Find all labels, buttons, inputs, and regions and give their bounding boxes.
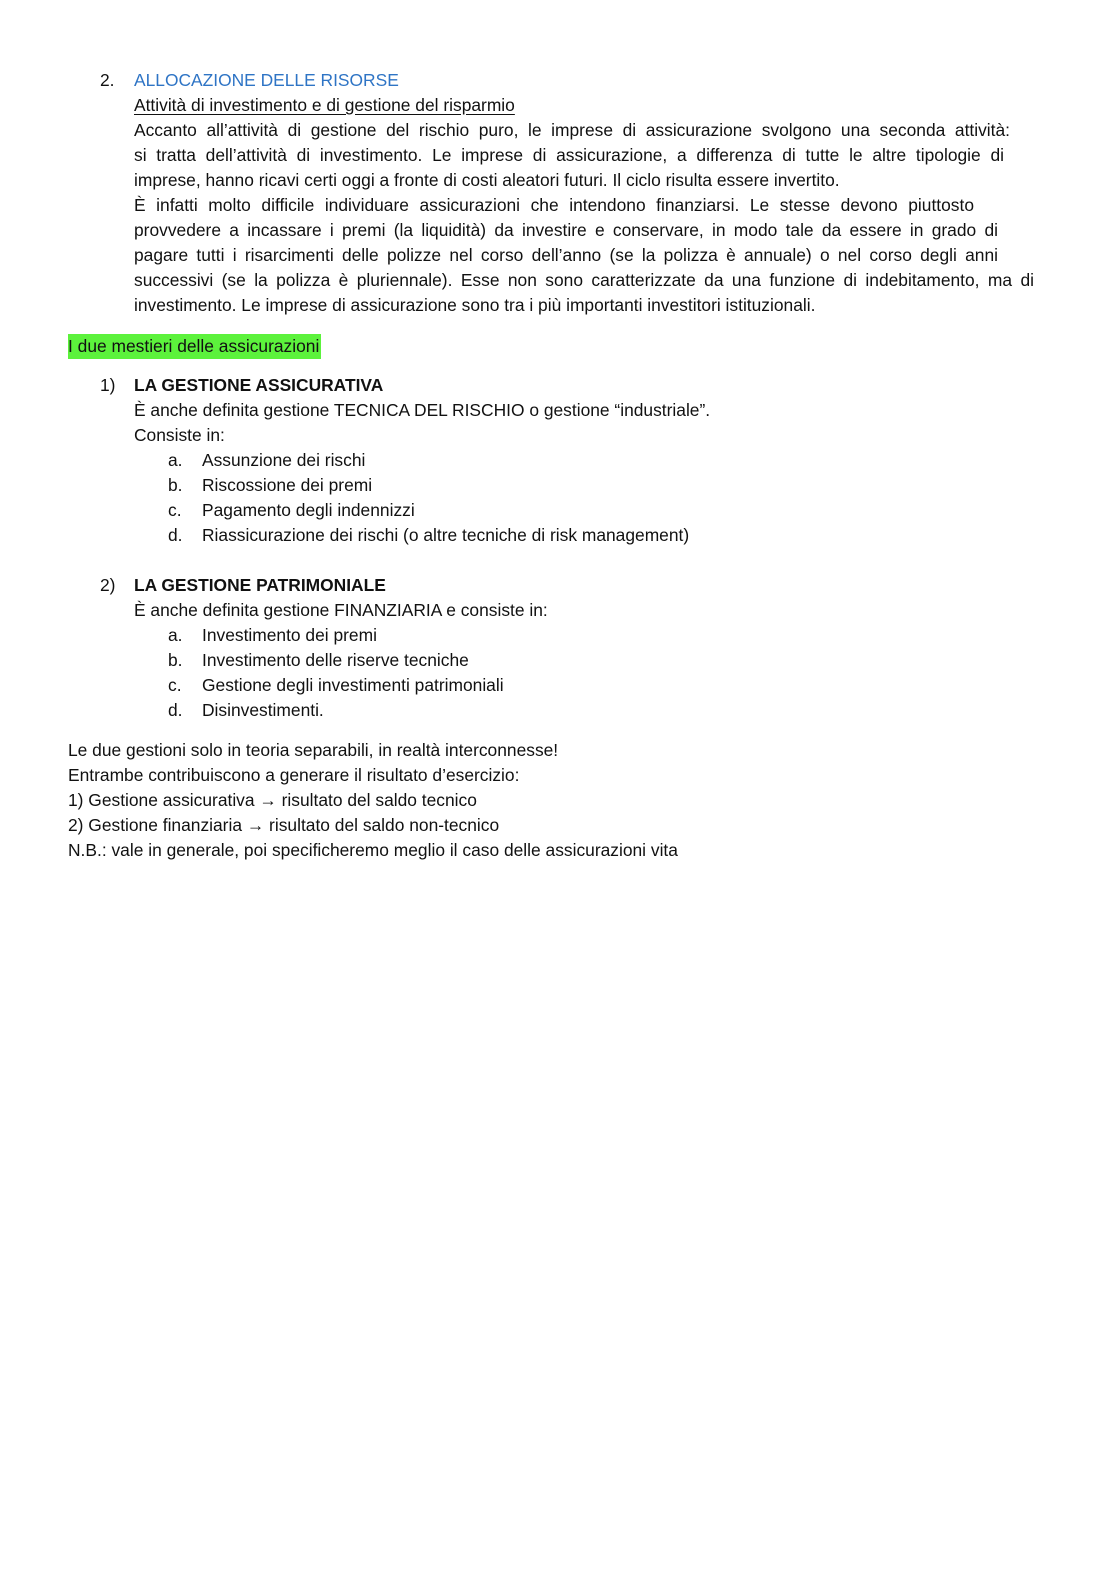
list-marker: c.: [168, 500, 182, 520]
gestione1-consiste: Consiste in:: [134, 425, 225, 445]
gestione2-number: 2): [100, 575, 116, 595]
highlighted-heading: I due mestieri delle assicurazioni: [68, 334, 321, 359]
list-item: Investimento delle riserve tecniche: [202, 650, 469, 670]
paragraph-line: successivi (se la polizza è pluriennale). Esse non sono caratterizzate da una funzione di indebitamento, ma di: [134, 270, 1034, 290]
list-marker: b.: [168, 650, 183, 670]
list-marker: d.: [168, 700, 183, 720]
list-item: Investimento dei premi: [202, 625, 377, 645]
paragraph-line: si tratta dell’attività di investimento. Le imprese di assicurazione, a differenza di tutte le altre tipologie di: [134, 145, 1004, 165]
paragraph-line: imprese, hanno ricavi certi oggi a fronte di costi aleatori futuri. Il ciclo risulta essere invertito.: [134, 170, 840, 190]
gestione1-title: LA GESTIONE ASSICURATIVA: [134, 375, 384, 395]
list-marker: a.: [168, 625, 183, 645]
list-item: Riassicurazione dei rischi (o altre tecniche di risk management): [202, 525, 690, 545]
list-item: Assunzione dei rischi: [202, 450, 366, 470]
gestione2-definition: È anche definita gestione FINANZIARIA e consiste in:: [134, 600, 548, 620]
paragraph-line: investimento. Le imprese di assicurazione sono tra i più importanti investitori istituzionali.: [134, 295, 816, 315]
list-marker: a.: [168, 450, 183, 470]
paragraph-line: provvedere a incassare i premi (la liquidità) da investire e conservare, in modo tale da essere in grado di: [134, 220, 998, 240]
gestione1-number: 1): [100, 375, 116, 395]
conclusion-line: N.B.: vale in generale, poi specificheremo meglio il caso delle assicurazioni vita: [68, 840, 678, 860]
paragraph-line: È infatti molto difficile individuare assicurazioni che intendono finanziarsi. Le stesse devono piuttosto: [134, 195, 974, 215]
section-subtitle: Attività di investimento e di gestione del risparmio: [134, 95, 515, 115]
list-item: Disinvestimenti.: [202, 700, 324, 720]
paragraph-line: Accanto all’attività di gestione del rischio puro, le imprese di assicurazione svolgono una seconda attività:: [134, 120, 1010, 140]
section-number: 2.: [100, 70, 115, 90]
list-marker: b.: [168, 475, 183, 495]
conclusion-line: Le due gestioni solo in teoria separabili, in realtà interconnesse!: [68, 740, 559, 760]
conclusion-line: 1) Gestione assicurativa → risultato del saldo tecnico: [68, 790, 477, 810]
list-item: Pagamento degli indennizzi: [202, 500, 415, 520]
list-item: Riscossione dei premi: [202, 475, 373, 495]
conclusion-line: Entrambe contribuiscono a generare il risultato d’esercizio:: [68, 765, 520, 785]
list-marker: c.: [168, 675, 182, 695]
paragraph-line: pagare tutti i risarcimenti delle polizze nel corso dell’anno (se la polizza è annuale) o nel corso degli anni: [134, 245, 998, 265]
conclusion-line: 2) Gestione finanziaria → risultato del saldo non-tecnico: [68, 815, 500, 835]
list-marker: d.: [168, 525, 183, 545]
gestione1-definition: È anche definita gestione TECNICA DEL RISCHIO o gestione “industriale”.: [134, 400, 711, 420]
section-title: ALLOCAZIONE DELLE RISORSE: [134, 70, 399, 90]
gestione2-title: LA GESTIONE PATRIMONIALE: [134, 575, 386, 595]
list-item: Gestione degli investimenti patrimoniali: [202, 675, 504, 695]
